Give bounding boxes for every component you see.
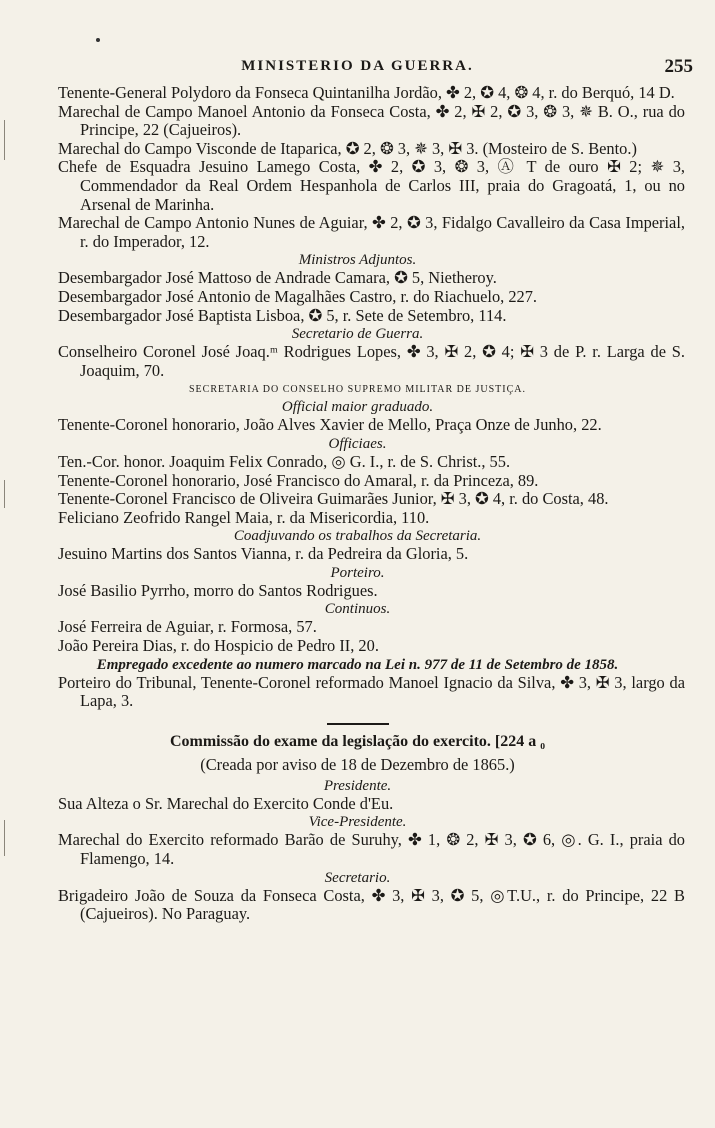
entry-paragraph: Conselheiro Coronel José Joaq.ᵐ Rodrigues Lopes, ✤ 3, ✠ 2, ✪ 4; ✠ 3 de P. r. Larga de S. Joaquim, 70. <box>58 342 685 380</box>
section-heading: Officiaes. <box>328 435 387 452</box>
entry-paragraph: Tenente-General Polydoro da Fonseca Quintanilha Jordão, ✤ 2, ✪ 4, ❂ 4, r. do Berquó, 14 D. <box>58 83 675 102</box>
entry-paragraph: Desembargador José Antonio de Magalhães Castro, r. do Riachuelo, 227. <box>58 286 538 306</box>
entry-paragraph: Tenente-Coronel Francisco de Oliveira Guimarães Junior, ✠ 3, ✪ 4, r. do Costa, 48. <box>58 489 609 509</box>
entry-paragraph: Chefe de Esquadra Jesuino Lamego Costa, ✤ 2, ✪ 3, ❂ 3, Ⓐ T de ouro ✠ 2; ✵ 3, Commendador da Real Ordem Hespanhola de Carlos III, praia do Gragoatá, 1, ou no Arsenal de Marinha. <box>58 157 685 214</box>
section-heading: Official maior graduado. <box>281 399 434 416</box>
ink-dot <box>96 38 100 42</box>
section-heading: Secretario de Guerra. <box>291 326 424 343</box>
entry-paragraph: Desembargador José Baptista Lisboa, ✪ 5, r. Sete de Setembro, 114. <box>58 305 507 325</box>
entry-paragraph: Desembargador José Mattoso de Andrade Camara, ✪ 5, Nietheroy. <box>58 268 497 288</box>
section-heading: Porteiro. <box>330 564 385 581</box>
entry-paragraph: Porteiro do Tribunal, Tenente-Coronel reformado Manoel Ignacio da Silva, ✤ 3, ✠ 3, largo da Lapa, 3. <box>58 672 685 711</box>
entry-paragraph: Ten.-Cor. honor. Joaquim Felix Conrado, ◎ G. I., r. de S. Christ., 55. <box>58 451 511 471</box>
entry-paragraph: João Pereira Dias, r. do Hospicio de Pedro II, 20. <box>58 636 379 656</box>
entry-paragraph: Feliciano Zeofrido Rangel Maia, r. da Misericordia, 110. <box>58 507 430 527</box>
page-header <box>0 56 715 82</box>
entry-paragraph: Marechal do Exercito reformado Barão de Suruhy, ✤ 1, ❂ 2, ✠ 3, ✪ 6, ◎. G. I., praia do Flamengo, 14. <box>58 830 685 869</box>
section-heading: Continuos. <box>324 601 391 618</box>
section-heading: Presidente. <box>323 777 392 794</box>
section-title: SECRETARIA DO CONSELHO SUPREMO MILITAR DE JUSTIÇA. <box>188 384 527 396</box>
entry-paragraph: Jesuino Martins dos Santos Vianna, r. da Pedreira da Gloria, 5. <box>58 544 469 564</box>
entry-paragraph: Marechal de Campo Manoel Antonio da Fonseca Costa, ✤ 2, ✠ 2, ✪ 3, ❂ 3, ✵ B. O., rua do Principe, 22 (Cajueiros). <box>58 101 685 140</box>
creation-note: (Creada por aviso de 18 de Dezembro de 1865.) <box>200 754 515 774</box>
entry-paragraph: Marechal do Campo Visconde de Itaparica, ✪ 2, ❂ 3, ✵ 3, ✠ 3. (Mosteiro de S. Bento.) <box>58 138 637 158</box>
entry-paragraph: Tenente-Coronel honorario, João Alves Xavier de Mello, Praça Onze de Junho, 22. <box>58 415 602 435</box>
section-heading: Secretario. <box>324 869 391 886</box>
commission-title: Commissão do exame da legislação do exercito. [224 a ₀ <box>169 732 546 750</box>
document-body <box>0 84 715 924</box>
section-heading: Vice-Presidente. <box>308 814 407 831</box>
divider-rule <box>327 723 389 725</box>
entry-paragraph: José Ferreira de Aguiar, r. Formosa, 57. <box>58 617 317 637</box>
entry-paragraph: Sua Alteza o Sr. Marechal do Exercito Conde d'Eu. <box>58 793 394 813</box>
section-heading: Coadjuvando os trabalhos da Secretaria. <box>233 528 482 545</box>
entry-paragraph: Tenente-Coronel honorario, José Francisco do Amaral, r. da Princeza, 89. <box>58 470 539 490</box>
section-heading: Ministros Adjuntos. <box>298 252 417 269</box>
entry-paragraph: Brigadeiro João de Souza da Fonseca Costa, ✤ 3, ✠ 3, ✪ 5, ◎T.U., r. do Principe, 22 B (Cajueiros). No Paraguay. <box>58 885 685 924</box>
running-title: MINISTERIO DA GUERRA. <box>241 58 474 74</box>
entry-paragraph: José Basilio Pyrrho, morro do Santos Rodrigues. <box>58 580 378 600</box>
entry-paragraph: Marechal de Campo Antonio Nunes de Aguiar, ✤ 2, ✪ 3, Fidalgo Cavalleiro da Casa Imperial, r. do Imperador, 12. <box>58 213 685 251</box>
note-heading: Empregado excedente ao numero marcado na Lei n. 977 de 11 de Setembro de 1858. <box>96 656 619 673</box>
page-number: 255 <box>664 56 693 77</box>
